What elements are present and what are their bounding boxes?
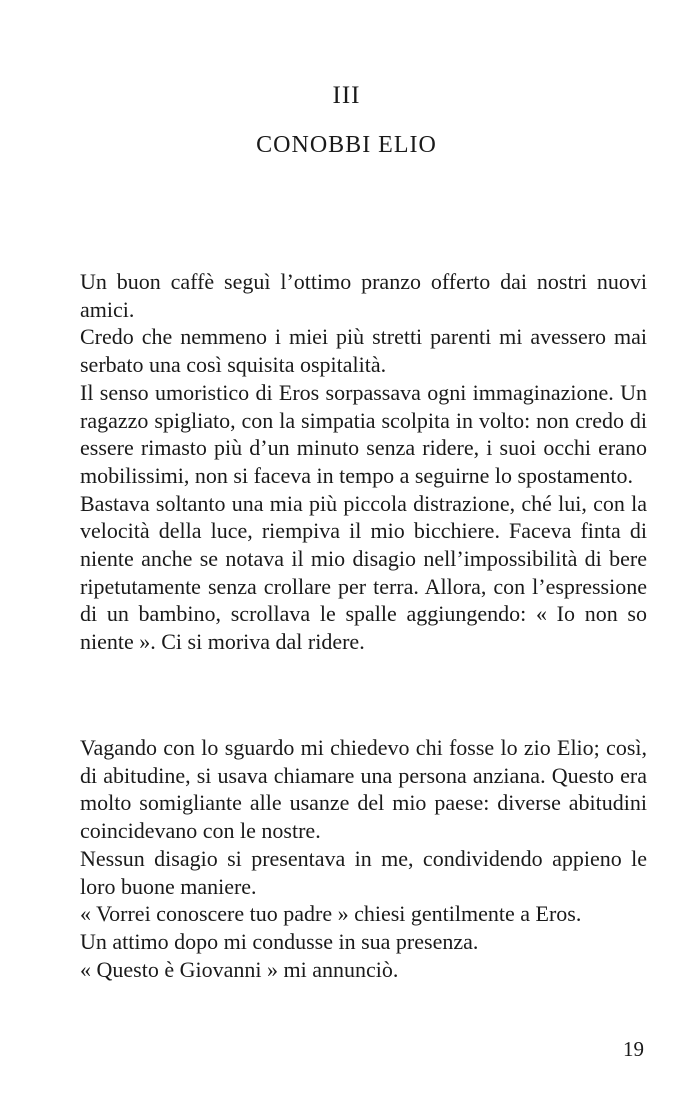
chapter-title: CONOBBI ELIO: [256, 132, 437, 158]
paragraph: Nessun disagio si presentava in me, condividendo appieno le loro buone maniere.: [80, 845, 647, 899]
paragraph: Il senso umoristico di Eros sorpassava ogni immaginazione. Un ragazzo spigliato, con la simpatia scolpita in volto: non credo di essere rimasto più d’un minuto senza ridere, i suoi occhi erano mobilissimi, non si faceva in tempo a seguirne lo spostamento.: [80, 379, 647, 488]
paragraph: Vagando con lo sguardo mi chiedevo chi fosse lo zio Elio; così, di abitudine, si usava chiamare una persona anziana. Questo era molto somigliante alle usanze del mio paese: diverse abitudini coincidevano con le nostre.: [80, 735, 647, 844]
chapter-number: III: [332, 82, 361, 109]
paragraph: Credo che nemmeno i miei più stretti parenti mi avessero mai serbato una così squisita ospitalità.: [80, 324, 647, 378]
paragraph: « Vorrei conoscere tuo padre » chiesi gentilmente a Eros.: [80, 901, 582, 927]
text-section-two: [80, 734, 647, 983]
text-section-one: [80, 268, 647, 656]
page-number: 19: [623, 1037, 644, 1061]
paragraph: Un buon caffè seguì l’ottimo pranzo offerto dai nostri nuovi amici.: [80, 269, 647, 322]
paragraph: Bastava soltanto una mia più piccola distrazione, ché lui, con la velocità della luce, riempiva il mio bicchiere. Faceva finta di niente anche se notava il mio disagio nell’impossibilità di bere ripetutamente senza crollare per terra. Allora, con l’espressione di un bambino, scrollava le spalle aggiungendo: « Io non so niente ». Ci si moriva dal ridere.: [80, 490, 647, 655]
paragraph: « Questo è Giovanni » mi annunciò.: [80, 956, 399, 982]
paragraph: Un attimo dopo mi condusse in sua presenza.: [80, 928, 479, 954]
